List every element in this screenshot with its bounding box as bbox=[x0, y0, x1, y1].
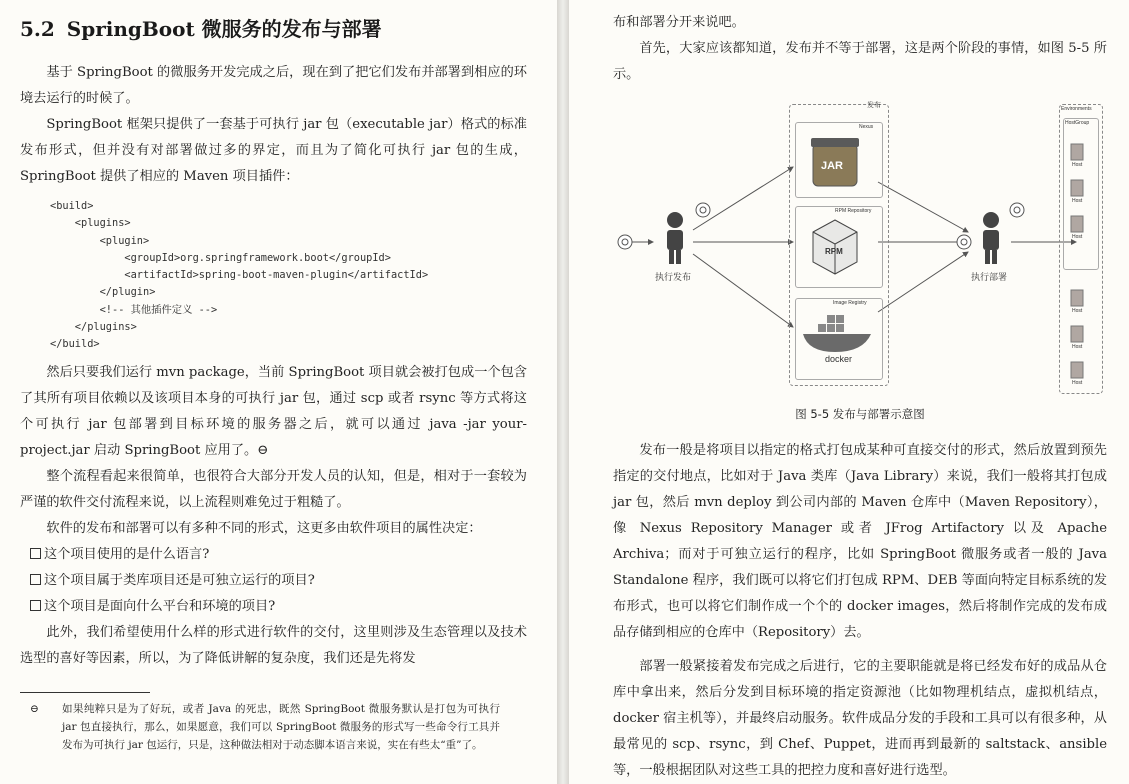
host-label: Host bbox=[1072, 162, 1083, 168]
paragraph: 部署一般紧接着发布完成之后进行，它的主要职能就是将已经发布好的成品从仓库中拿出来，然后分发到目标环境的指定资源池（比如物理机结点，虚拟机结点，docker 宿主机等），并最终启动服务。软件成品分发的手段和工具可以有很多种，从最常见的 scp、rsync，到 Chef、Puppet，进而再到最新的 saltstack、ansible 等，一般根据团队对这些工具的把控力度和喜好进行选型。 bbox=[613, 659, 1107, 778]
checkbox-icon bbox=[30, 548, 41, 559]
rpm-label: RPM bbox=[825, 247, 843, 256]
figure-diagram bbox=[613, 102, 1103, 402]
checklist-item: 这个项目是面向什么平台和环境的项目? bbox=[20, 594, 527, 620]
person-icon bbox=[667, 203, 710, 264]
paragraph: 此外，我们希望使用什么样的形式进行软件的交付，这里则涉及生态管理以及技术选型的喜好等因素，所以，为了降低讲解的复杂度，我们还是先将发 bbox=[20, 624, 527, 666]
footnote-text: 如果纯粹只是为了好玩，或者 Java 的死忠，既然 SpringBoot 微服务默认是打包为可执行 jar 包直接执行，那么，如果愿意，我们可以 SpringBoot 微服务的形式写一些命令行工具并发布为可执行 jar 包运行，只是，这种做法相对于动态脚本语言来说，实在有些太“重”了。 bbox=[62, 703, 500, 751]
target-icon bbox=[618, 235, 632, 249]
figure-caption: 图 5-5 发布与部署示意图 bbox=[795, 407, 925, 421]
left-page bbox=[0, 0, 557, 784]
paragraph: 软件的发布和部署可以有多种不同的形式，这更多由软件项目的属性决定： bbox=[46, 520, 482, 536]
hostgroup-box bbox=[1063, 118, 1099, 270]
section-heading bbox=[20, 12, 527, 46]
exec-deploy-label: 执行部署 bbox=[971, 272, 1008, 282]
exec-publish-label: 执行发布 bbox=[655, 272, 692, 282]
checkbox-icon bbox=[30, 600, 41, 611]
paragraph: 首先，大家应该都知道，发布并不等于部署，这是两个阶段的事情，如图 5-5 所示。 bbox=[613, 41, 1107, 82]
host-label: Host bbox=[1072, 344, 1083, 350]
person-icon bbox=[957, 203, 1024, 264]
jar-label: JAR bbox=[821, 160, 844, 172]
host-label: Host bbox=[1072, 380, 1083, 386]
image-registry-label: Image Registry bbox=[833, 300, 867, 306]
host-label: Host bbox=[1072, 234, 1083, 240]
book-spine bbox=[557, 0, 569, 784]
checkbox-icon bbox=[30, 574, 41, 585]
paragraph: 整个流程看起来很简单，也很符合大部分开发人员的认知，但是，相对于一套较为严谨的软件交付流程来说，以上流程则难免过于粗糙了。 bbox=[20, 468, 527, 510]
image-registry-box bbox=[795, 298, 883, 380]
nexus-label: Nexus bbox=[859, 124, 874, 130]
paragraph: 基于 SpringBoot 的微服务开发完成之后，现在到了把它们发布并部署到相应的环境去运行的时候了。 bbox=[20, 65, 527, 106]
footnote-rule bbox=[20, 692, 150, 693]
host-label: Host bbox=[1072, 198, 1083, 204]
section-title: SpringBoot 微服务的发布与部署 bbox=[66, 17, 382, 41]
hostgroup-label: HostGroup bbox=[1065, 120, 1090, 126]
code-block: <build> <plugins> <plugin> <groupId>org.springframework.boot</groupId> <artifactId>spring-boot-maven-plugin</artifactId> </plugin> <!-- 其他插件定义 --> </plugins> </build> bbox=[50, 200, 429, 351]
checklist-item: 这个项目使用的是什么语言? bbox=[20, 542, 527, 568]
checklist-item: 这个项目属于类库项目还是可独立运行的项目? bbox=[20, 568, 527, 594]
paragraph: 布和部署分开来说吧。 bbox=[613, 15, 745, 30]
docker-label: docker bbox=[825, 354, 853, 364]
environments-label: Environments bbox=[1061, 106, 1092, 112]
host-label: Host bbox=[1072, 308, 1083, 314]
paragraph: 发布一般是将项目以指定的格式打包成某种可直接交付的形式，然后放置到预先指定的交付地点，比如对于 Java 类库（Java Library）来说，我们一般将其打包成 jar 包，然后 mvn deploy 到公司内部的 Maven 仓库中（Maven Repository），像 Nexus Repository Manager 或者 JFrog Artifactory 以及 Apache Archiva；而对于可独立运行的程序，比如 SpringBoot 微服务或者一般的 Java Standalone 程序，我们既可以将它们打包成 RPM、DEB 等面向特定目标系统的发布形式，也可以将它们制作成一个个的 docker images，然后将制作完成的发布成品存储到相应的仓库中（Repository）去。 bbox=[613, 443, 1107, 640]
publish-label: 发布 bbox=[867, 102, 881, 109]
rpm-repo-label: RPM Repository bbox=[835, 208, 872, 214]
paragraph: 然后只要我们运行 mvn package，当前 SpringBoot 项目就会被打包成一个包含了其所有项目依赖以及该项目本身的可执行 jar 包，通过 scp 或者 rsync 等方式将这个可执行 jar 包部署到目标环境的服务器之后，就可以通过 java -jar your-project.jar 启动 SpringBoot 应用了。⊖ bbox=[20, 364, 527, 458]
footnote bbox=[20, 700, 500, 754]
footnote-mark: ⊖ bbox=[30, 703, 39, 715]
section-number: 5.2 bbox=[20, 17, 55, 41]
right-page bbox=[569, 0, 1129, 784]
paragraph: SpringBoot 框架只提供了一套基于可执行 jar 包（executable jar）格式的标准发布形式，但并没有对部署做过多的界定，而且为了简化可执行 jar 包的生成，SpringBoot 提供了相应的 Maven 项目插件： bbox=[20, 117, 527, 184]
